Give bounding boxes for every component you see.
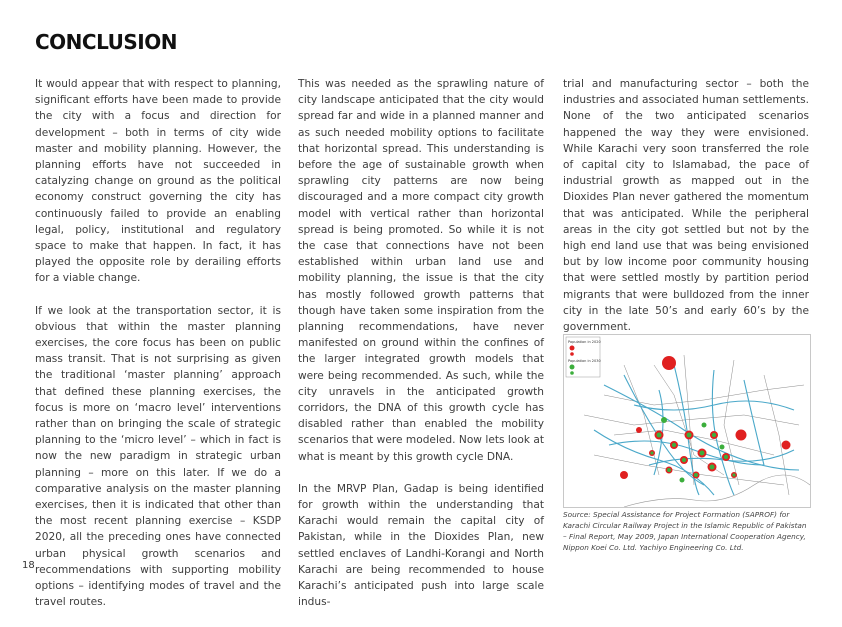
legend-title: Population in 2020 xyxy=(568,340,601,344)
legend-title: Population in 2030 xyxy=(568,359,601,363)
paragraph: It would appear that with respect to planning, significant efforts have been made to provide the city with a focus and direction for development – both in terms of city wide master and mobility planning. However, the planning efforts have not succeeded in catalyzing change on ground as the political economy construct governing the city has continuously failed to provide an enabling legal, policy, institutional and regulatory space to make that happen. In fact, it has played the opposite role by derailing efforts for a viable change. xyxy=(35,78,281,285)
text-column-1 xyxy=(35,76,281,627)
paragraph: In the MRVP Plan, Gadap is being identified for growth within the understanding that Karachi would remain the capital city of Pakistan, while in the Dioxides Plan, new settled enclaves of Landhi-Korangi and North Karachi are being recommended to house Karachi’s anticipated push into large scale indus- xyxy=(298,482,544,609)
map-legend xyxy=(566,337,601,377)
karachi-network-map xyxy=(564,335,810,507)
text-column-2 xyxy=(298,76,544,627)
text-column-3 xyxy=(563,76,809,351)
population-markers xyxy=(620,356,791,483)
paragraph: trial and manufacturing sector – both the industries and associated human settlements. None of the two anticipated scenarios happened the way they were envisioned. While Karachi very soon transferred the role of capital city to Islamabad, the pace of industrial growth as mapped out in the Dioxides Plan never gathered the momentum that was anticipated. While the peripheral areas in the city got settled but not by the high end land use that was being envisioned but by low income poor community housing that were settled mostly by partition period migrants that were bulldozed from the inner city in the late 50’s and early 60’s by the government. xyxy=(563,78,809,334)
growth-map-figure xyxy=(563,334,811,508)
paragraph: This was needed as the sprawling nature of city landscape anticipated that the city would spread far and wide in a planned manner and as such needed mobility options to facilitate that horizontal spread. This understanding is before the age of sustainable growth when sprawling city patterns are now being discouraged and a more compact city growth model with vertical rather than horizontal spread is being promoted. So while it is not the case that connections have not been established within urban land use and mobility planning, the issue is that the city has mostly followed growth patterns that though have taken some inspiration from the planning recommendations, have never manifested on ground within the confines of the larger integrated growth models that were being recommended. As such, while the city unravels in the anticipated growth corridors, the DNA of this growth cycle has disabled rather than enabled the mobility scenarios that were modeled. Now lets look at what is meant by this growth cycle DNA. xyxy=(298,78,544,463)
paragraph: If we look at the transportation sector, it is obvious that within the master planning exercises, the core focus has been on public mass transit. That is not surprising as given the traditional ‘master planning’ approach that defined these planning exercises, the focus is more on ‘macro level’ interventions rather than on bringing the scale of strategic planning to the ‘micro level’ – which in fact is now the new paradigm in strategic urban planning – more on this later. If we do a comparative analysis on the master planning exercises, then it is indicated that other than the most recent planning exercise – KSDP 2020, all the preceding ones have connected urban physical growth scenarios and recommendations with supporting mobility options – identifying modes of travel and the travel routes. xyxy=(35,304,281,609)
coastline xyxy=(624,475,810,507)
figure-caption: Source: Special Assistance for Project Formation (SAPROF) for Karachi Circular Railway Project in the Islamic Republic of Pakistan – Final Report, May 2009, Japan International Cooperation Agency, Nippon Koei Co. Ltd. Yachiyo Engineering Co. Ltd. xyxy=(563,510,807,552)
page-title: CONCLUSION xyxy=(35,30,177,54)
page-number: 18 xyxy=(22,560,35,571)
